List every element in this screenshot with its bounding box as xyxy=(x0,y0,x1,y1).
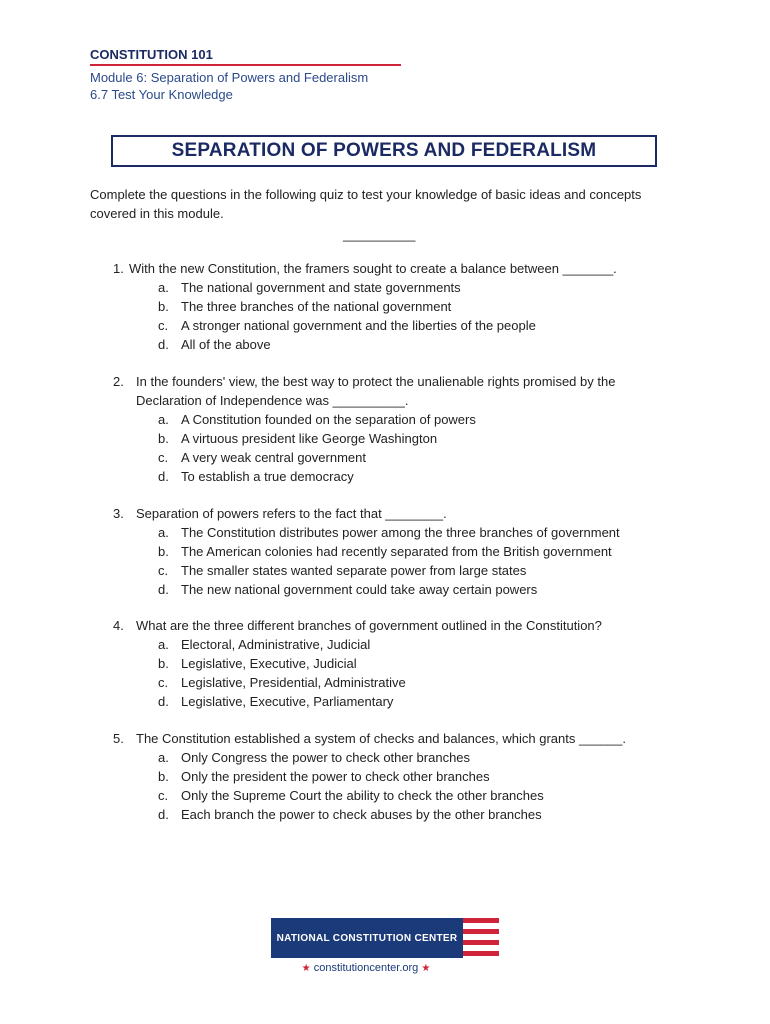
option-letter: c. xyxy=(158,788,169,803)
option-letter: a. xyxy=(158,412,169,427)
option-letter: c. xyxy=(158,318,169,333)
option-b xyxy=(0,767,770,786)
question-text: In the founders' view, the best way to protect the unalienable rights promised by the xyxy=(136,374,616,389)
option-c xyxy=(0,561,770,580)
option-c xyxy=(0,786,770,805)
option-text: The new national government could take away certain powers xyxy=(181,582,538,597)
option-letter: b. xyxy=(158,769,169,784)
option-letter: a. xyxy=(158,280,169,295)
option-a xyxy=(0,278,770,297)
option-text: Only the Supreme Court the ability to check the other branches xyxy=(181,788,544,803)
option-letter: b. xyxy=(158,544,169,559)
option-letter: d. xyxy=(158,582,169,597)
option-text: Electoral, Administrative, Judicial xyxy=(181,637,371,652)
option-text: The national government and state governments xyxy=(181,280,461,295)
option-text: Legislative, Presidential, Administrative xyxy=(181,675,406,690)
question-4 xyxy=(0,616,770,711)
option-text: The smaller states wanted separate power from large states xyxy=(181,563,527,578)
option-d xyxy=(0,692,770,711)
option-letter: d. xyxy=(158,337,169,352)
question-3 xyxy=(0,504,770,599)
logo-text: NATIONAL CONSTITUTION CENTER xyxy=(276,932,458,944)
ncc-logo xyxy=(271,918,501,958)
question-number: 3. xyxy=(113,506,124,521)
question-number: 5. xyxy=(113,731,124,746)
option-letter: c. xyxy=(158,450,169,465)
option-text: A stronger national government and the liberties of the people xyxy=(181,318,536,333)
star-icon: ★ xyxy=(421,963,431,974)
question-text: What are the three different branches of government outlined in the Constitution? xyxy=(136,618,602,633)
section-title: 6.7 Test Your Knowledge xyxy=(90,87,233,102)
logo-box xyxy=(271,918,463,958)
option-text: Legislative, Executive, Parliamentary xyxy=(181,694,394,709)
option-letter: b. xyxy=(158,656,169,671)
option-letter: c. xyxy=(158,675,169,690)
question-1 xyxy=(0,259,770,354)
option-text: The three branches of the national government xyxy=(181,299,452,314)
flag-stripe xyxy=(463,929,499,934)
option-letter: d. xyxy=(158,807,169,822)
option-text: To establish a true democracy xyxy=(181,469,354,484)
option-letter: d. xyxy=(158,469,169,484)
flag-stripe xyxy=(463,951,499,956)
flag-stripe xyxy=(463,940,499,945)
option-a xyxy=(0,748,770,767)
option-b xyxy=(0,542,770,561)
question-text-continued: Declaration of Independence was __________. xyxy=(136,393,409,408)
option-letter: b. xyxy=(158,431,169,446)
question-text: Separation of powers refers to the fact that ________. xyxy=(136,506,447,521)
option-a xyxy=(0,635,770,654)
option-letter: a. xyxy=(158,750,169,765)
module-title: Module 6: Separation of Powers and Federalism xyxy=(90,70,369,85)
option-c xyxy=(0,448,770,467)
page-title: SEPARATION OF POWERS AND FEDERALISM xyxy=(171,140,597,161)
option-letter: a. xyxy=(158,525,169,540)
option-b xyxy=(0,654,770,673)
divider-line: __________ xyxy=(343,227,416,242)
question-5 xyxy=(0,729,770,824)
question-number: 1. xyxy=(113,261,124,276)
option-c xyxy=(0,316,770,335)
header-rule xyxy=(90,64,401,66)
course-title: CONSTITUTION 101 xyxy=(90,47,213,62)
option-b xyxy=(0,297,770,316)
website-link[interactable]: constitutioncenter.org xyxy=(313,962,419,974)
option-d xyxy=(0,335,770,354)
question-number: 4. xyxy=(113,618,124,633)
option-text: All of the above xyxy=(181,337,271,352)
option-c xyxy=(0,673,770,692)
option-text: Each branch the power to check abuses by the other branches xyxy=(181,807,542,822)
footer-url-line xyxy=(271,962,461,974)
option-text: A virtuous president like George Washington xyxy=(181,431,438,446)
flag-stripe xyxy=(463,918,499,923)
option-text: Legislative, Executive, Judicial xyxy=(181,656,357,671)
option-d xyxy=(0,580,770,599)
option-text: A very weak central government xyxy=(181,450,366,465)
option-text: Only Congress the power to check other branches xyxy=(181,750,471,765)
option-letter: a. xyxy=(158,637,169,652)
option-b xyxy=(0,429,770,448)
option-text: The American colonies had recently separated from the British government xyxy=(181,544,612,559)
question-text: With the new Constitution, the framers sought to create a balance between _______. xyxy=(129,261,617,276)
star-icon: ★ xyxy=(301,963,311,974)
question-text: The Constitution established a system of checks and balances, which grants ______. xyxy=(136,731,626,746)
option-letter: c. xyxy=(158,563,169,578)
page-title-box xyxy=(111,135,657,167)
intro-text: Complete the questions in the following quiz to test your knowledge of basic ideas and concepts covered in this module. xyxy=(90,187,642,221)
option-letter: d. xyxy=(158,694,169,709)
option-d xyxy=(0,467,770,486)
option-d xyxy=(0,805,770,824)
option-text: Only the president the power to check other branches xyxy=(181,769,490,784)
option-text: A Constitution founded on the separation of powers xyxy=(181,412,476,427)
question-number: 2. xyxy=(113,374,124,389)
option-text: The Constitution distributes power among the three branches of government xyxy=(181,525,620,540)
option-letter: b. xyxy=(158,299,169,314)
question-2 xyxy=(0,372,770,486)
option-a xyxy=(0,410,770,429)
option-a xyxy=(0,523,770,542)
